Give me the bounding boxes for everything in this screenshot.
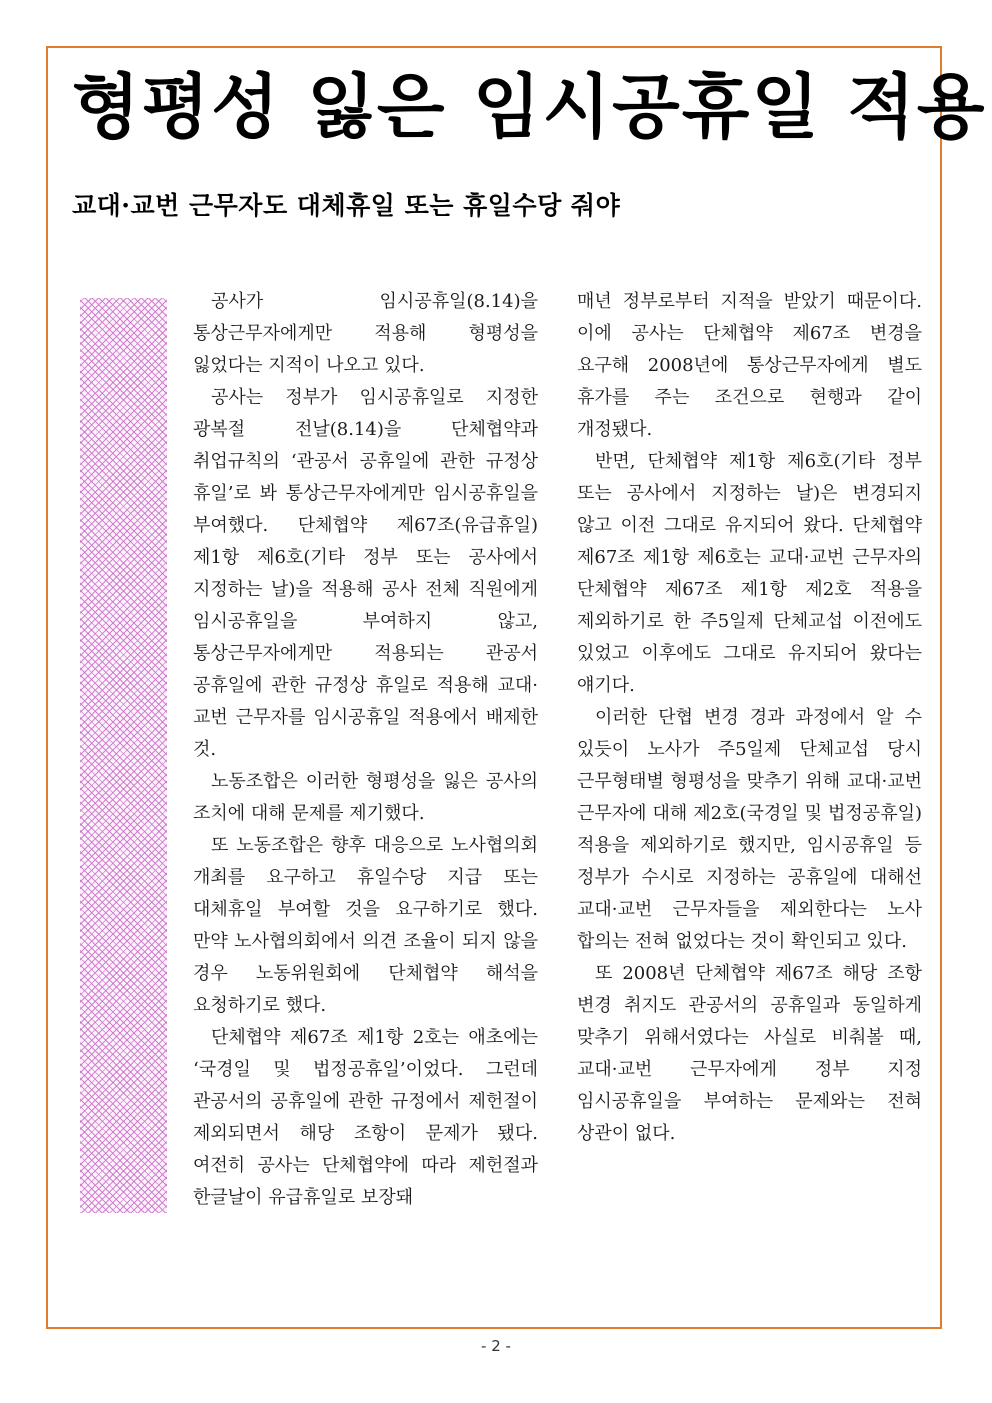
article-column-left [193, 286, 538, 1214]
headline: 형평성 잃은 임시공휴일 적용 [72, 66, 987, 148]
paragraph: 또 2008년 단체협약 제67조 해당 조항 변경 취지도 관공서의 공휴일과 동일하게 맞추기 위해서였다는 사실로 비춰볼 때, 교대·교번 근무자에게 정부 지정 임시공휴일을 부여하는 문제와는 전혀 상관이 없다. [577, 963, 922, 1144]
paragraph: 단체협약 제67조 제1항 2호는 애초에는 ‘국경일 및 법정공휴일’이었다. 그런데 관공서의 공휴일에 관한 규정에서 제헌절이 제외되면서 해당 조항이 문제가 됐다. 여전히 공사는 단체협약에 따라 제헌절과 한글날이 유급휴일로 보장돼 [193, 1027, 538, 1208]
article-column-right [577, 286, 922, 1150]
page-number: - 2 - [481, 1337, 511, 1355]
paragraph: 또 노동조합은 향후 대응으로 노사협의회 개최를 요구하고 휴일수당 지급 또는 대체휴일 부여할 것을 요구하기로 했다. 만약 노사협의회에서 의견 조율이 되지 않을 경우 노동위원회에 단체협약 해석을 요청하기로 했다. [193, 835, 538, 1016]
decorative-pattern-bar [80, 298, 167, 1213]
paragraph: 반면, 단체협약 제1항 제6호(기타 정부 또는 공사에서 지정하는 날)은 변경되지 않고 이전 그대로 유지되어 왔다. 단체협약 제67조 제1항 제6호는 교대·교번 근무자의 단체협약 제67조 제1항 제2호 적용을 제외하기로 한 주5일제 단체교섭 이전에도 있었고 이후에도 그대로 유지되어 왔다는 얘기다. [577, 451, 922, 696]
paragraph: 노동조합은 이러한 형평성을 잃은 공사의 조치에 대해 문제를 제기했다. [193, 771, 538, 824]
paragraph: 공사가 임시공휴일(8.14)을 통상근무자에게만 적용해 형평성을 잃었다는 지적이 나오고 있다. [193, 291, 538, 376]
paragraph-continued: 매년 정부로부터 지적을 받았기 때문이다. 이에 공사는 단체협약 제67조 변경을 요구해 2008년에 통상근무자에게 별도 휴가를 주는 조건으로 현행과 같이 개정됐다. [577, 291, 922, 440]
paragraph: 이러한 단협 변경 경과 과정에서 알 수 있듯이 노사가 주5일제 단체교섭 당시 근무형태별 형평성을 맞추기 위해 교대·교번 근무자에 대해 제2호(국경일 및 법정공휴일) 적용을 제외하기로 했지만, 임시공휴일 등 정부가 수시로 지정하는 공휴일에 대해선 교대·교번 근무자들을 제외한다는 노사 합의는 전혀 없었다는 것이 확인되고 있다. [577, 707, 922, 952]
paragraph: 공사는 정부가 임시공휴일로 지정한 광복절 전날(8.14)을 단체협약과 취업규칙의 ‘관공서 공휴일에 관한 규정상 휴일’로 봐 통상근무자에게만 임시공휴일을 부여했다. 단체협약 제67조(유급휴일) 제1항 제6호(기타 정부 또는 공사에서 지정하는 날)을 적용해 공사 전체 직원에게 임시공휴일을 부여하지 않고, 통상근무자에게만 적용되는 관공서 공휴일에 관한 규정상 휴일로 적용해 교대·교번 근무자를 임시공휴일 적용에서 배제한 것. [193, 387, 538, 760]
subheadline: 교대·교번 근무자도 대체휴일 또는 휴일수당 줘야 [72, 191, 621, 220]
